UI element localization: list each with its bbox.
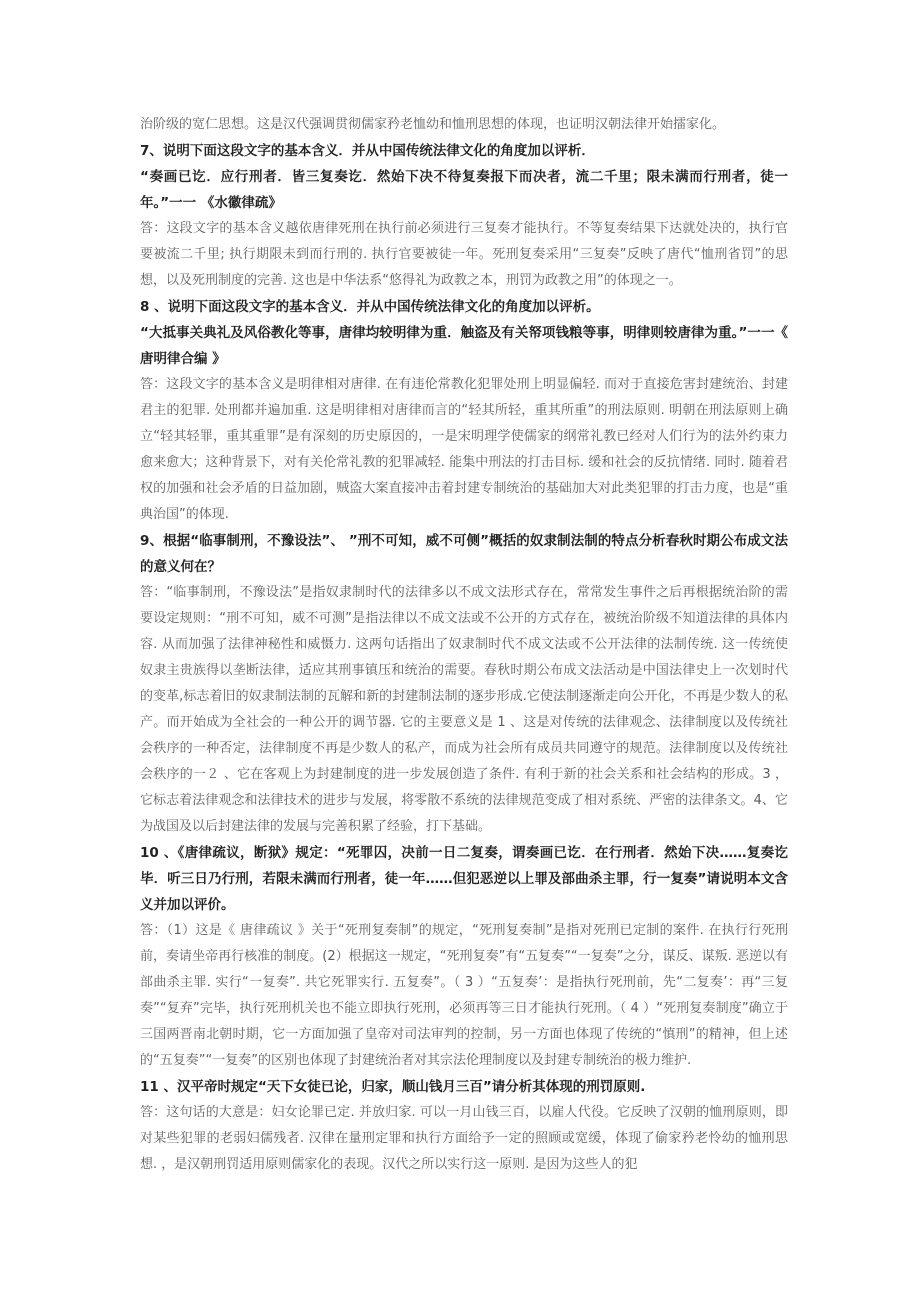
- answer-paragraph: 答：这句话的大意是：妇女论罪已定. 并放归家. 可以一月山钱三百，以雇人代役。它反映了汉朝的恤刑原则，即对某些犯罪的老弱妇儒残者. 汉律在量刑定罪和执行方面给予一定的照顾或宽缓，体现了偷家矜老怜幼的恤刑思想. ，是汉朝刑罚适用原则儒家化的表现。汉代之所以实行这一原则. 是因为这些人的犯: [140, 1105, 788, 1172]
- answer-paragraph: 答：这段文字的基本含义越依唐律死刑在执行前必须进行三复奏才能执行。不等复奏结果下达就处决的，执行官要被流二千里; 执行期限未到而行刑的. 执行官要被徒一年。死刑复奏采用“三复奏”反映了唐代“恤刑省罚”的思想，以及死刑制度的完善. 这也是中华法系“悠得礼为政教之本，刑罚为政教之用”的体现之一。: [140, 221, 788, 288]
- document-page: [140, 112, 788, 1178]
- question-heading: 9、根据“临事制刑，不豫设法”、 ”刑不可知，威不可侧”概括的奴隶制法制的特点分析春秋时期公布成文法的意义何在？: [140, 533, 788, 575]
- answer-paragraph: 答：这段文字的基本含义是明律相对唐律. 在有违伦常教化犯罪处刑上明显偏轻. 而对于直接危害封建统治、封建君主的犯罪. 处刑都并遍加重. 这是明律相对唐律而言的“轻其所轻，重其所重”的刑法原则. 明朝在刑法原则上确立“轻其轻罪，重其重罪”是有深刻的历史原因的，一是宋明理学使儒家的纲常礼教已经对人们行为的法外约束力愈来愈大；这种背景下，对有关伦常礼教的犯罪减轻. 能集中刑法的打击目标. 缓和社会的反抗情绪. 同时. 随着君权的加强和社会矛盾的日益加剧，贼盗大案直接冲击着封建专制统治的基础加大对此类犯罪的打击力度，也是“重典治国”的体现.: [140, 377, 788, 522]
- answer-paragraph: 答：（1）这是《 唐律疏议 》关于“死刑复奏制”的规定，“死刑复奏制”是指对死刑已定制的案件. 在执行行死刑前，奏请坐帝再行核准的制度。(2）根据这一规定，“死刑复奏”有“五复奏”“一复奏”之分，谋反、谋叛. 恶逆以有部曲杀主罪. 实行“一复奏”. 共它死罪实行. 五复奏”。（ 3 ）“五复奏’：是指执行死刑前，先“二复奏’：再“三复奏”“复弃”完毕，执行死刑机关也不能立即执行死刑，必须再等三日才能执行死刑。（ 4 ）“死刑复奏制度”确立于三国两晋南北朝时期，它一方面加强了皇帝对司法审判的控制，另一方面也体现了传统的“慎刑”的精神，但上述的“五复奏”“一复奏”的区别也体现了封建统治者对其宗法伦理制度以及封建专制统治的极力维护.: [140, 923, 788, 1068]
- question-heading: 10 、《唐律疏议，断狱》规定：“死罪囚，决前一日二复奏，谓奏画已讫．在行刑者．然始下决……复奏讫毕．听三日乃行刑，若限未满而行刑者，徒一年……但犯恶逆以上罪及部曲杀主罪，行一复奏”请说明本文含义并加以评价。: [140, 845, 788, 913]
- answer-paragraph: 治阶级的宽仁思想。这是汉代强调贯彻儒家矜老恤幼和恤刑思想的体现，也证明汉朝法律开始擂家化。: [140, 117, 726, 132]
- question-heading: 8 、说明下面这段文字的基本含义．并从中国传统法律文化的角度加以评析。: [140, 299, 600, 315]
- answer-paragraph: 答：“临事制刑，不豫设法”是指奴隶制时代的法律多以不成文法形式存在，常常发生事件之后再根据统治阶的需要设定规则：“刑不可知，威不可测”是指法律以不成文法或不公开的方式存在，被统治阶级不知道法律的具体内容. 从而加强了法律神秘性和威慑力. 这两句话指出了奴隶制时代不成文法或不公开法律的法制传统. 这一传统使奴隶主贵族得以垄断法律，适应其刑事镇压和统治的需要。春秋时期公布成文法活动是中国法律史上一次划时代的变革,标志着旧的奴隶制法制的瓦解和新的封建制法制的逐步形成.它使法制逐渐走向公开化，不再是少数人的私产。而开始成为全社会的一种公开的调节器. 它的主要意义是 1 、这是对传统的法律观念、法律制度以及传统社会秩序的一种否定，法律制度不再是少数人的私产，而成为社会所有成员共同遵守的规范。法律制度以及传统社会秩序的一２ 、它在客观上为封建制度的进一步发展创造了条件. 有利于新的社会关系和社会结构的形成。3 ，它标志着法律观念和法律技术的进步与发展，将零散不系统的法律规范变成了相对系统、严密的法律条文。4、它为战国及以后封建法律的发展与完善积累了经验，打下基础。: [140, 585, 788, 834]
- question-quote: “奏画已讫．应行刑者．皆三复奏讫．然始下决不待复奏报下而决者，流二千里；限未满而行刑者，徒一年。”一一 《水徽律疏》: [140, 169, 788, 211]
- question-quote: “大抵事关典礼及风俗教化等事，唐律均较明律为重．触盗及有关帑项钱粮等事，明律则较唐律为重。”一一《 唐明律合编 》: [140, 325, 788, 367]
- question-heading: 11 、汉平帝时规定“天下女徒已论，归家，顺山钱月三百”请分析其体现的刑罚原则.: [140, 1079, 646, 1095]
- question-heading: 7、说明下面这段文字的基本含义．并从中国传统法律文化的角度加以评析．: [140, 143, 595, 159]
